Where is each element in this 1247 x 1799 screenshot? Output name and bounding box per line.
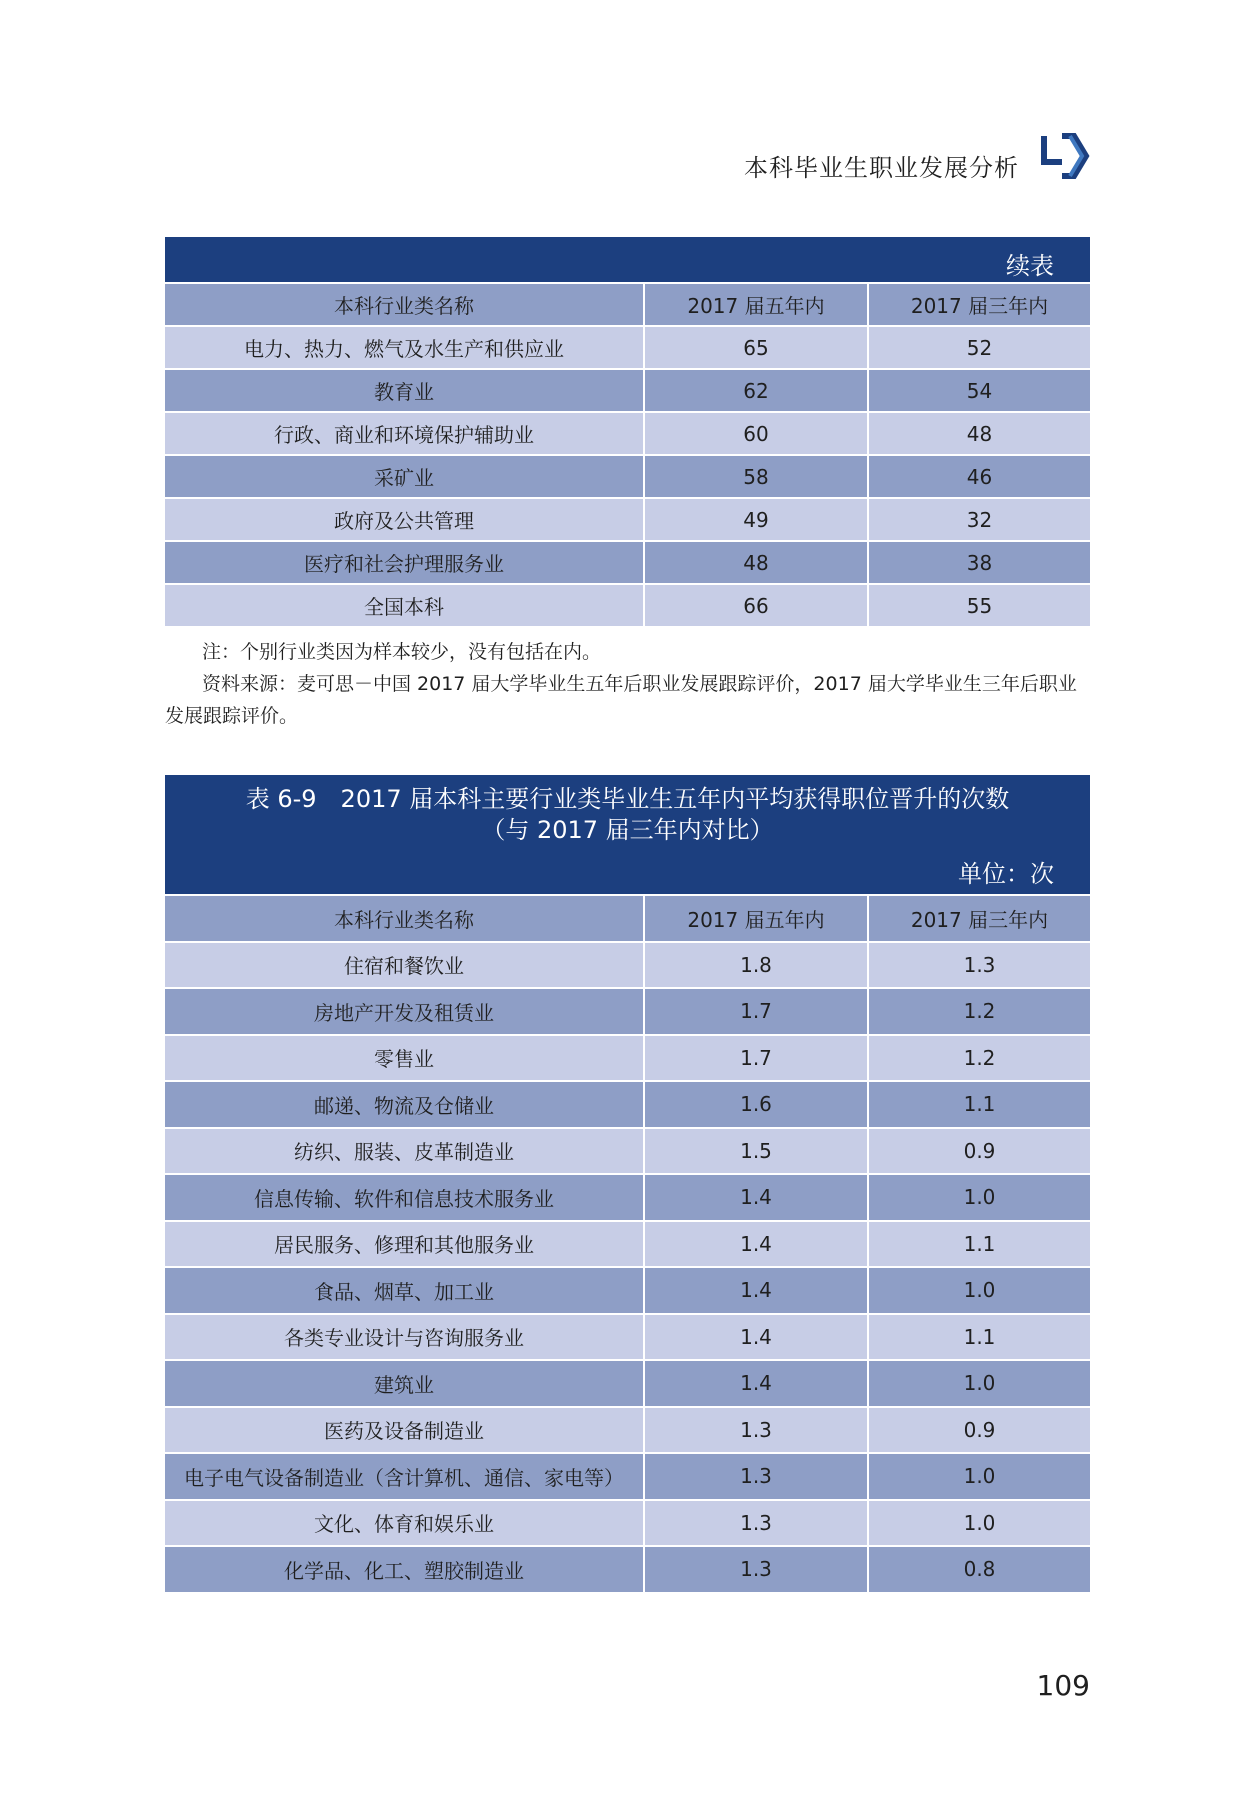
five-year-cell: 62 bbox=[645, 370, 869, 411]
industry-cell: 教育业 bbox=[165, 370, 645, 411]
table-row bbox=[165, 1406, 1090, 1453]
industry-cell: 政府及公共管理 bbox=[165, 499, 645, 540]
five-year-cell: 1.6 bbox=[645, 1082, 869, 1127]
industry-cell: 房地产开发及租赁业 bbox=[165, 989, 645, 1034]
table-row bbox=[165, 941, 1090, 988]
header-cell: 本科行业类名称 bbox=[165, 896, 645, 941]
three-year-cell: 1.0 bbox=[963, 1371, 996, 1396]
table-title-line1: 表 6-9 2017 届本科主要行业类毕业生五年内平均获得职位晋升的次数 bbox=[245, 785, 1010, 813]
industry-cell: 住宿和餐饮业 bbox=[165, 943, 645, 988]
five-year-cell: 49 bbox=[645, 499, 869, 540]
table-notes bbox=[165, 636, 1090, 732]
five-year-cell: 1.3 bbox=[645, 1547, 869, 1592]
table-row bbox=[165, 411, 1090, 454]
table-row bbox=[165, 540, 1090, 583]
unit-label: 单位：次 bbox=[958, 860, 1054, 888]
three-year-cell: 1.0 bbox=[963, 1464, 996, 1489]
industry-cell: 电力、热力、燃气及水生产和供应业 bbox=[165, 327, 645, 368]
table-row bbox=[165, 1499, 1090, 1546]
industry-cell: 食品、烟草、加工业 bbox=[165, 1268, 645, 1313]
table-row bbox=[165, 1173, 1090, 1220]
five-year-cell: 1.4 bbox=[645, 1268, 869, 1313]
table-header-row bbox=[165, 894, 1090, 941]
note-text: 注：个别行业类因为样本较少，没有包括在内。 bbox=[202, 641, 602, 663]
three-year-cell: 55 bbox=[966, 593, 993, 618]
running-header: 本科毕业生职业发展分析 bbox=[744, 154, 1019, 182]
table-title bbox=[165, 775, 1090, 846]
continued-table bbox=[165, 237, 1090, 626]
three-year-cell: 1.2 bbox=[963, 1045, 996, 1070]
three-year-cell: 1.0 bbox=[963, 1510, 996, 1535]
table-row bbox=[165, 1127, 1090, 1174]
industry-cell: 医药及设备制造业 bbox=[165, 1408, 645, 1453]
industry-cell: 文化、体育和娱乐业 bbox=[165, 1501, 645, 1546]
table-row bbox=[165, 1080, 1090, 1127]
table-row bbox=[165, 368, 1090, 411]
industry-cell: 建筑业 bbox=[165, 1361, 645, 1406]
five-year-cell: 1.3 bbox=[645, 1454, 869, 1499]
table-row bbox=[165, 325, 1090, 368]
table-row bbox=[165, 1452, 1090, 1499]
header-cell: 2017 届三年内 bbox=[910, 907, 1049, 932]
promotion-table-banner bbox=[165, 775, 1090, 894]
five-year-cell: 1.3 bbox=[645, 1408, 869, 1453]
table-row bbox=[165, 583, 1090, 626]
five-year-cell: 1.7 bbox=[645, 989, 869, 1034]
table-row bbox=[165, 1359, 1090, 1406]
industry-cell: 居民服务、修理和其他服务业 bbox=[165, 1222, 645, 1267]
industry-cell: 化学品、化工、塑胶制造业 bbox=[165, 1547, 645, 1592]
five-year-cell: 60 bbox=[645, 413, 869, 454]
table-row bbox=[165, 1034, 1090, 1081]
table-row bbox=[165, 1220, 1090, 1267]
table-row bbox=[165, 1313, 1090, 1360]
page-number: 109 bbox=[1036, 1669, 1090, 1702]
header-cell: 2017 届三年内 bbox=[910, 294, 1049, 318]
three-year-cell: 38 bbox=[966, 550, 993, 575]
table-row bbox=[165, 497, 1090, 540]
continued-label: 续表 bbox=[1006, 252, 1054, 280]
three-year-cell: 48 bbox=[966, 421, 993, 446]
header-cell: 2017 届五年内 bbox=[645, 284, 869, 325]
three-year-cell: 52 bbox=[966, 335, 993, 360]
industry-cell: 信息传输、软件和信息技术服务业 bbox=[165, 1175, 645, 1220]
source-text: 资料来源：麦可思－中国 2017 届大学毕业生五年后职业发展跟踪评价，2017 届大学毕业生三年后职业发展跟踪评价。 bbox=[165, 673, 1077, 727]
promotion-table bbox=[165, 775, 1090, 1592]
five-year-cell: 1.7 bbox=[645, 1036, 869, 1081]
table-row bbox=[165, 987, 1090, 1034]
three-year-cell: 1.1 bbox=[963, 1231, 996, 1256]
table-row bbox=[165, 1545, 1090, 1592]
industry-cell: 零售业 bbox=[165, 1036, 645, 1081]
continued-table-banner bbox=[165, 237, 1090, 282]
three-year-cell: 1.1 bbox=[963, 1324, 996, 1349]
industry-cell: 纺织、服装、皮革制造业 bbox=[165, 1129, 645, 1174]
three-year-cell: 46 bbox=[966, 464, 993, 489]
promotion-table-body bbox=[165, 941, 1090, 1592]
chapter-logo-icon bbox=[1040, 132, 1096, 180]
five-year-cell: 1.5 bbox=[645, 1129, 869, 1174]
industry-cell: 各类专业设计与咨询服务业 bbox=[165, 1315, 645, 1360]
three-year-cell: 1.1 bbox=[963, 1092, 996, 1117]
five-year-cell: 58 bbox=[645, 456, 869, 497]
three-year-cell: 1.0 bbox=[963, 1185, 996, 1210]
three-year-cell: 54 bbox=[966, 378, 993, 403]
table-row bbox=[165, 454, 1090, 497]
three-year-cell: 0.8 bbox=[963, 1557, 996, 1582]
five-year-cell: 66 bbox=[645, 585, 869, 626]
three-year-cell: 0.9 bbox=[963, 1417, 996, 1442]
five-year-cell: 1.3 bbox=[645, 1501, 869, 1546]
five-year-cell: 1.4 bbox=[645, 1315, 869, 1360]
table-title-line2: （与 2017 届三年内对比） bbox=[481, 816, 774, 844]
three-year-cell: 1.0 bbox=[963, 1278, 996, 1303]
industry-cell: 全国本科 bbox=[165, 585, 645, 626]
three-year-cell: 1.2 bbox=[963, 999, 996, 1024]
header-cell: 本科行业类名称 bbox=[165, 284, 645, 325]
three-year-cell: 0.9 bbox=[963, 1138, 996, 1163]
continued-table-body bbox=[165, 325, 1090, 626]
three-year-cell: 1.3 bbox=[963, 952, 996, 977]
five-year-cell: 1.4 bbox=[645, 1361, 869, 1406]
five-year-cell: 1.8 bbox=[645, 943, 869, 988]
three-year-cell: 32 bbox=[966, 507, 993, 532]
table-header-row bbox=[165, 282, 1090, 325]
five-year-cell: 1.4 bbox=[645, 1175, 869, 1220]
five-year-cell: 65 bbox=[645, 327, 869, 368]
industry-cell: 行政、商业和环境保护辅助业 bbox=[165, 413, 645, 454]
industry-cell: 医疗和社会护理服务业 bbox=[165, 542, 645, 583]
industry-cell: 采矿业 bbox=[165, 456, 645, 497]
industry-cell: 邮递、物流及仓储业 bbox=[165, 1082, 645, 1127]
five-year-cell: 1.4 bbox=[645, 1222, 869, 1267]
header-cell: 2017 届五年内 bbox=[645, 896, 869, 941]
five-year-cell: 48 bbox=[645, 542, 869, 583]
table-row bbox=[165, 1266, 1090, 1313]
industry-cell: 电子电气设备制造业（含计算机、通信、家电等） bbox=[165, 1454, 645, 1499]
